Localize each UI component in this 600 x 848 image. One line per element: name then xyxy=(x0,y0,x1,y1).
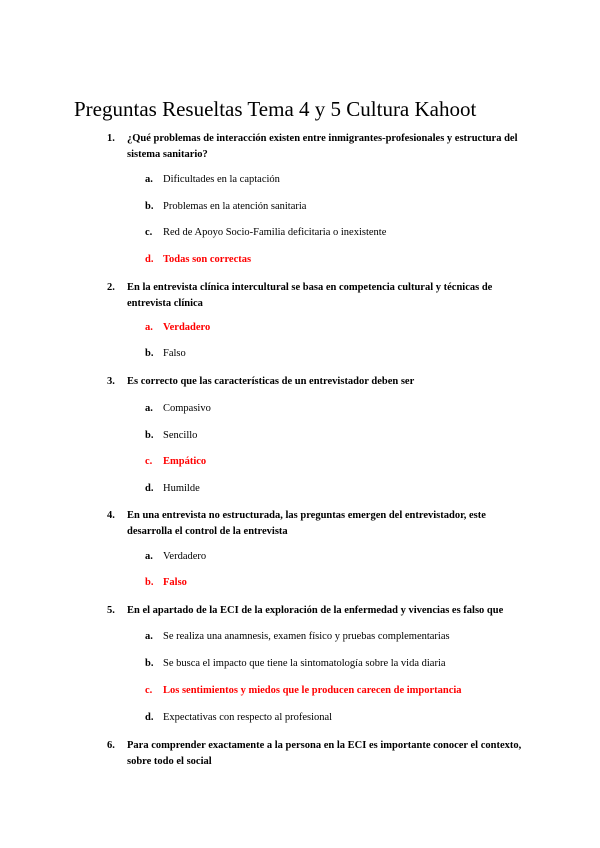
option-5b xyxy=(145,657,446,671)
option-3a xyxy=(145,402,211,416)
option-text: Los sentimientos y miedos que le producen carecen de importancia xyxy=(163,685,462,696)
option-letter: a. xyxy=(145,174,153,185)
option-letter: b. xyxy=(145,348,154,359)
option-4a xyxy=(145,550,206,564)
option-letter: b. xyxy=(145,577,154,588)
option-1a xyxy=(145,173,280,187)
question-number: 5. xyxy=(107,605,115,616)
option-letter: a. xyxy=(145,322,153,333)
question-text: En una entrevista no estructurada, las preguntas emergen del entrevistador, este desarrolla el control de la entrevista xyxy=(127,510,486,537)
option-text: Expectativas con respecto al profesional xyxy=(163,712,333,723)
option-letter: c. xyxy=(145,456,153,467)
option-text: Falso xyxy=(163,348,186,359)
option-letter: b. xyxy=(145,430,154,441)
option-text: Humilde xyxy=(163,483,200,494)
option-letter: a. xyxy=(145,403,153,414)
question-number: 2. xyxy=(107,282,115,293)
question-text: En el apartado de la ECI de la exploración de la enfermedad y vivencias es falso que xyxy=(127,605,504,616)
option-1d-correct xyxy=(145,253,251,267)
option-text: Problemas en la atención sanitaria xyxy=(163,201,307,212)
question-3 xyxy=(107,374,522,390)
option-text: Empático xyxy=(163,456,207,467)
question-number: 4. xyxy=(107,510,115,521)
option-5c-correct xyxy=(145,684,462,698)
question-number: 6. xyxy=(107,740,115,751)
option-1b xyxy=(145,200,306,214)
question-text: En la entrevista clínica intercultural se basa en competencia cultural y técnicas de entrevista clínica xyxy=(127,282,493,309)
option-5a xyxy=(145,630,450,644)
option-text: Se realiza una anamnesis, examen físico y pruebas complementarias xyxy=(163,631,450,642)
option-letter: b. xyxy=(145,201,154,212)
option-letter: a. xyxy=(145,551,153,562)
question-1 xyxy=(107,131,522,163)
question-number: 3. xyxy=(107,376,115,387)
option-letter: d. xyxy=(145,254,154,265)
option-text: Compasivo xyxy=(163,403,211,414)
option-3b xyxy=(145,429,197,443)
page-title: Preguntas Resueltas Tema 4 y 5 Cultura Kahoot xyxy=(74,97,477,121)
option-letter: c. xyxy=(145,685,153,696)
option-letter: a. xyxy=(145,631,153,642)
option-3c-correct xyxy=(145,455,206,469)
option-text: Verdadero xyxy=(163,322,211,333)
option-2a-correct xyxy=(145,321,210,335)
question-4 xyxy=(107,508,522,540)
option-letter: d. xyxy=(145,483,154,494)
option-letter: c. xyxy=(145,227,153,238)
option-1c xyxy=(145,226,386,240)
question-5 xyxy=(107,603,522,619)
option-text: Sencillo xyxy=(163,430,198,441)
option-text: Dificultades en la captación xyxy=(163,174,280,185)
question-text: ¿Qué problemas de interacción existen entre inmigrantes-profesionales y estructura del sistema sanitario? xyxy=(127,133,518,160)
option-text: Red de Apoyo Socio-Familia deficitaria o inexistente xyxy=(163,227,387,238)
option-letter: b. xyxy=(145,658,154,669)
question-2 xyxy=(107,280,522,312)
option-text: Todas son correctas xyxy=(163,254,252,265)
question-text: Es correcto que las características de un entrevistador deben ser xyxy=(127,376,415,387)
option-letter: d. xyxy=(145,712,154,723)
question-6 xyxy=(107,738,522,770)
question-text: Para comprender exactamente a la persona en la ECI es importante conocer el contexto, sobre todo el social xyxy=(127,740,522,767)
option-3d xyxy=(145,482,200,496)
option-text: Falso xyxy=(163,577,187,588)
option-2b xyxy=(145,347,186,361)
option-4b-correct xyxy=(145,576,187,590)
option-text: Verdadero xyxy=(163,551,207,562)
option-5d xyxy=(145,711,332,725)
question-number: 1. xyxy=(107,133,115,144)
option-text: Se busca el impacto que tiene la sintomatología sobre la vida diaria xyxy=(163,658,446,669)
